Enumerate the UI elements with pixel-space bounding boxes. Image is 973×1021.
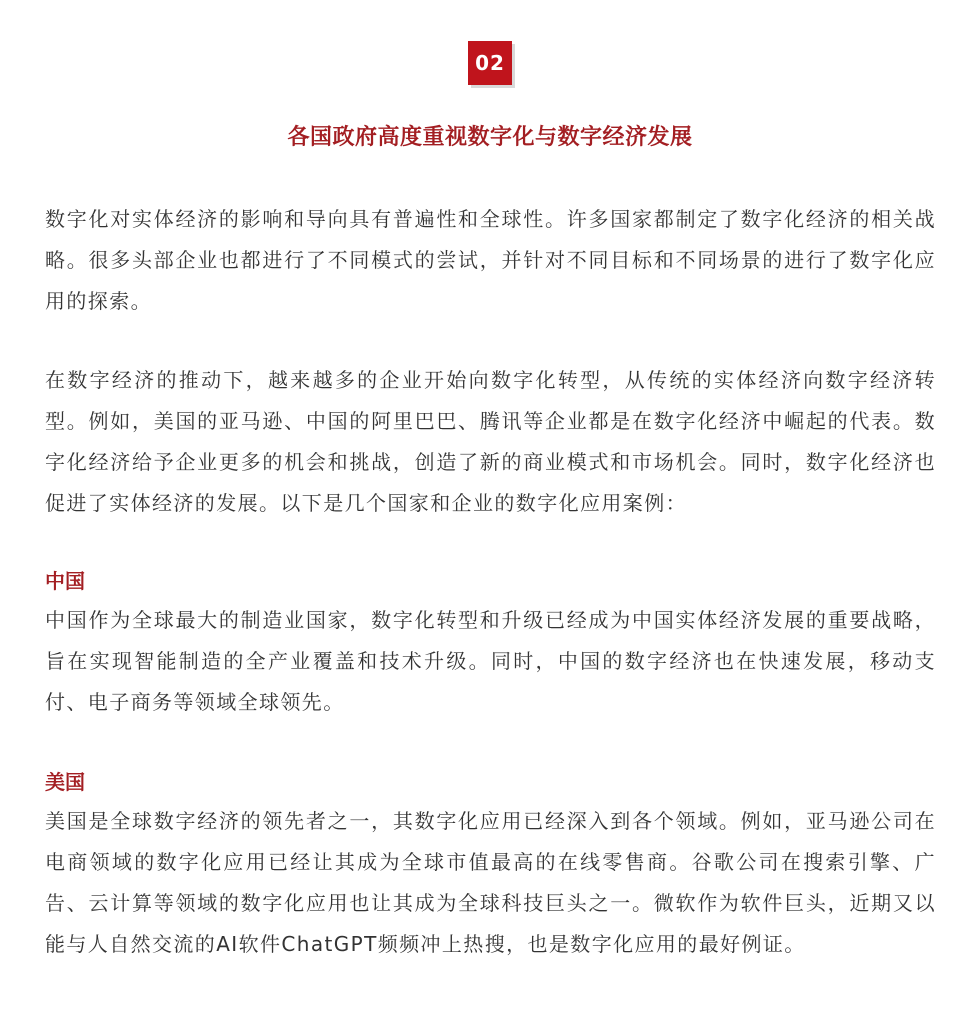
china-paragraph: 中国作为全球最大的制造业国家，数字化转型和升级已经成为中国实体经济发展的重要战略，旨在实现智能制造的全产业覆盖和技术升级。同时，中国的数字经济也在快速发展，移动支付、电子商务等领域全球领先。 — [45, 608, 936, 714]
country-heading-china: 中国 — [45, 569, 85, 593]
transformation-paragraph: 在数字经济的推动下，越来越多的企业开始向数字化转型，从传统的实体经济向数字经济转型。例如，美国的亚马逊、中国的阿里巴巴、腾讯等企业都是在数字化经济中崛起的代表。数字化经济给予企业更多的机会和挑战，创造了新的商业模式和市场机会。同时，数字化经济也促进了实体经济的发展。以下是几个国家和企业的数字化应用案例： — [45, 368, 936, 515]
section-number: 02 — [468, 41, 512, 85]
usa-paragraph: 美国是全球数字经济的领先者之一，其数字化应用已经深入到各个领域。例如，亚马逊公司在电商领域的数字化应用已经让其成为全球市值最高的在线零售商。谷歌公司在搜索引擎、广告、云计算等领域的数字化应用也让其成为全球科技巨头之一。微软作为软件巨头，近期又以能与人自然交流的AI软件ChatGPT频频冲上热搜，也是数字化应用的最好例证。 — [45, 809, 936, 956]
country-heading-usa: 美国 — [45, 770, 85, 794]
intro-paragraph: 数字化对实体经济的影响和导向具有普遍性和全球性。许多国家都制定了数字化经济的相关战略。很多头部企业也都进行了不同模式的尝试，并针对不同目标和不同场景的进行了数字化应用的探索。 — [45, 207, 936, 313]
section-number-badge — [468, 41, 514, 87]
section-title: 各国政府高度重视数字化与数字经济发展 — [287, 125, 693, 150]
